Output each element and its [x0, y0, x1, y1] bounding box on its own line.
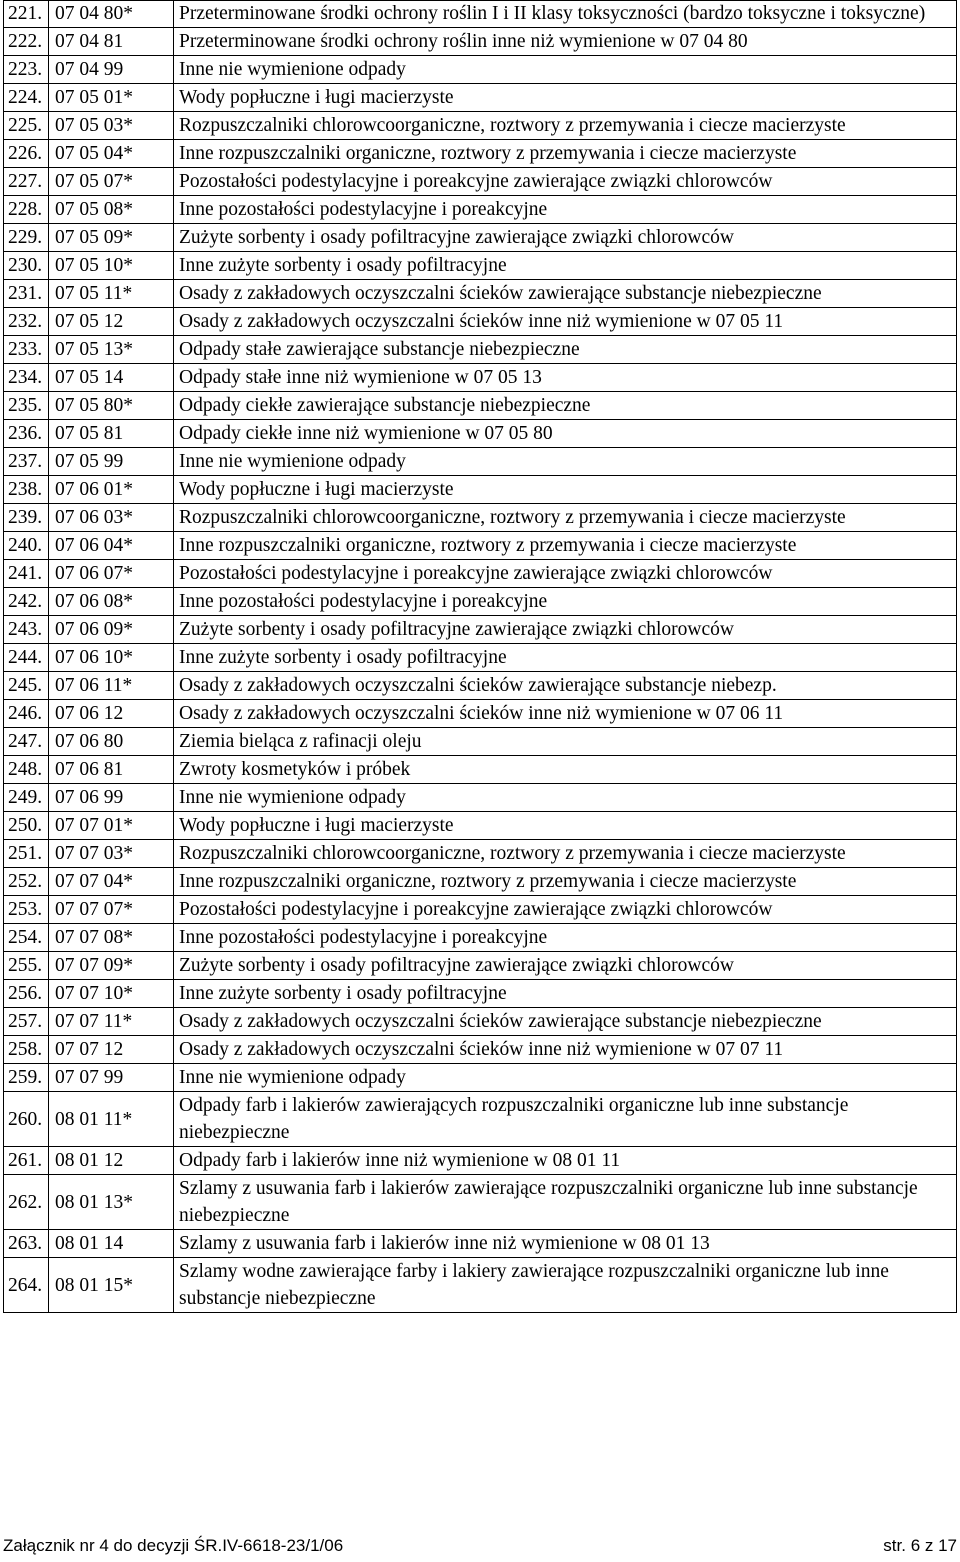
table-row — [4, 420, 957, 448]
row-number: 254. — [4, 924, 49, 952]
footer-page-number: str. 6 z 17 — [883, 1536, 957, 1555]
row-number: 250. — [4, 812, 49, 840]
waste-description: Przeterminowane środki ochrony roślin I i II klasy toksyczności (bardzo toksyczne i toksyczne) — [174, 1, 957, 28]
waste-description: Pozostałości podestylacyjne i poreakcyjne zawierające związki chlorowców — [174, 560, 957, 588]
table-row — [4, 168, 957, 196]
waste-code: 07 06 12 — [49, 700, 174, 728]
table-row — [4, 280, 957, 308]
row-number: 227. — [4, 168, 49, 196]
table-row — [4, 952, 957, 980]
row-number: 257. — [4, 1008, 49, 1036]
waste-description: Zużyte sorbenty i osady pofiltracyjne zawierające związki chlorowców — [174, 616, 957, 644]
footer-document-reference: Załącznik nr 4 do decyzji ŚR.IV-6618-23/1/06 — [3, 1536, 344, 1555]
table-row — [4, 700, 957, 728]
table-row — [4, 336, 957, 364]
waste-code: 07 05 12 — [49, 308, 174, 336]
waste-description: Szlamy wodne zawierające farby i lakiery zawierające rozpuszczalniki organiczne lub inne substancje niebezpieczne — [174, 1258, 957, 1313]
row-number: 252. — [4, 868, 49, 896]
row-number: 258. — [4, 1036, 49, 1064]
waste-description: Zwroty kosmetyków i próbek — [174, 756, 957, 784]
waste-description: Inne rozpuszczalniki organiczne, roztwory z przemywania i ciecze macierzyste — [174, 868, 957, 896]
table-row — [4, 1092, 957, 1147]
table-row — [4, 448, 957, 476]
table-row — [4, 112, 957, 140]
waste-code: 07 04 81 — [49, 28, 174, 56]
row-number: 261. — [4, 1147, 49, 1175]
waste-code: 08 01 15* — [49, 1258, 174, 1313]
waste-description: Odpady farb i lakierów inne niż wymienione w 08 01 11 — [174, 1147, 957, 1175]
waste-code: 08 01 11* — [49, 1092, 174, 1147]
row-number: 242. — [4, 588, 49, 616]
waste-code: 07 07 01* — [49, 812, 174, 840]
waste-description: Osady z zakładowych oczyszczalni ścieków inne niż wymienione w 07 05 11 — [174, 308, 957, 336]
table-body — [4, 1, 957, 1313]
waste-description: Inne rozpuszczalniki organiczne, roztwory z przemywania i ciecze macierzyste — [174, 532, 957, 560]
waste-description: Osady z zakładowych oczyszczalni ścieków zawierające substancje niebezpieczne — [174, 1008, 957, 1036]
waste-code: 07 05 08* — [49, 196, 174, 224]
table-row — [4, 308, 957, 336]
row-number: 238. — [4, 476, 49, 504]
waste-description: Wody popłuczne i ługi macierzyste — [174, 476, 957, 504]
table-row — [4, 476, 957, 504]
table-row — [4, 224, 957, 252]
waste-description: Inne nie wymienione odpady — [174, 784, 957, 812]
row-number: 245. — [4, 672, 49, 700]
row-number: 231. — [4, 280, 49, 308]
row-number: 253. — [4, 896, 49, 924]
waste-description: Inne nie wymienione odpady — [174, 1064, 957, 1092]
waste-code: 07 06 07* — [49, 560, 174, 588]
row-number: 222. — [4, 28, 49, 56]
table-row — [4, 616, 957, 644]
row-number: 224. — [4, 84, 49, 112]
table-row — [4, 868, 957, 896]
waste-description: Ziemia bieląca z rafinacji oleju — [174, 728, 957, 756]
waste-code: 07 06 81 — [49, 756, 174, 784]
waste-description: Wody popłuczne i ługi macierzyste — [174, 812, 957, 840]
waste-description: Zużyte sorbenty i osady pofiltracyjne zawierające związki chlorowców — [174, 224, 957, 252]
table-row — [4, 812, 957, 840]
waste-description: Przeterminowane środki ochrony roślin inne niż wymienione w 07 04 80 — [174, 28, 957, 56]
waste-code: 07 06 09* — [49, 616, 174, 644]
table-row — [4, 84, 957, 112]
table-row — [4, 560, 957, 588]
row-number: 251. — [4, 840, 49, 868]
table-row — [4, 924, 957, 952]
waste-code: 07 06 08* — [49, 588, 174, 616]
table-row — [4, 896, 957, 924]
waste-description: Pozostałości podestylacyjne i poreakcyjne zawierające związki chlorowców — [174, 896, 957, 924]
waste-code: 07 05 09* — [49, 224, 174, 252]
table-row — [4, 1230, 957, 1258]
row-number: 260. — [4, 1092, 49, 1147]
row-number: 244. — [4, 644, 49, 672]
waste-description: Inne nie wymienione odpady — [174, 448, 957, 476]
waste-code: 07 07 99 — [49, 1064, 174, 1092]
row-number: 229. — [4, 224, 49, 252]
table-row — [4, 532, 957, 560]
row-number: 230. — [4, 252, 49, 280]
table-row — [4, 252, 957, 280]
table-row — [4, 364, 957, 392]
waste-code: 07 05 04* — [49, 140, 174, 168]
waste-code: 07 06 04* — [49, 532, 174, 560]
waste-description: Odpady ciekłe zawierające substancje niebezpieczne — [174, 392, 957, 420]
waste-code: 07 06 01* — [49, 476, 174, 504]
waste-code: 07 04 99 — [49, 56, 174, 84]
waste-code: 07 07 10* — [49, 980, 174, 1008]
waste-description: Odpady ciekłe inne niż wymienione w 07 05 80 — [174, 420, 957, 448]
waste-code: 07 04 80* — [49, 1, 174, 28]
table-row — [4, 728, 957, 756]
row-number: 239. — [4, 504, 49, 532]
waste-code: 07 05 80* — [49, 392, 174, 420]
table-row — [4, 1258, 957, 1313]
table-row — [4, 1, 957, 28]
waste-code: 07 05 07* — [49, 168, 174, 196]
table-row — [4, 1036, 957, 1064]
row-number: 226. — [4, 140, 49, 168]
row-number: 236. — [4, 420, 49, 448]
table-row — [4, 504, 957, 532]
waste-code: 08 01 12 — [49, 1147, 174, 1175]
waste-code: 07 07 03* — [49, 840, 174, 868]
row-number: 249. — [4, 784, 49, 812]
waste-description: Inne nie wymienione odpady — [174, 56, 957, 84]
table-row — [4, 196, 957, 224]
waste-code: 07 07 04* — [49, 868, 174, 896]
waste-code: 07 07 08* — [49, 924, 174, 952]
waste-description: Inne zużyte sorbenty i osady pofiltracyjne — [174, 252, 957, 280]
waste-description: Rozpuszczalniki chlorowcoorganiczne, roztwory z przemywania i ciecze macierzyste — [174, 112, 957, 140]
waste-code: 07 07 07* — [49, 896, 174, 924]
row-number: 225. — [4, 112, 49, 140]
waste-code: 07 06 03* — [49, 504, 174, 532]
waste-description: Osady z zakładowych oczyszczalni ścieków zawierające substancje niebezp. — [174, 672, 957, 700]
table-row — [4, 28, 957, 56]
waste-description: Osady z zakładowych oczyszczalni ścieków zawierające substancje niebezpieczne — [174, 280, 957, 308]
row-number: 243. — [4, 616, 49, 644]
waste-code: 07 06 99 — [49, 784, 174, 812]
table-row — [4, 644, 957, 672]
waste-code: 07 06 80 — [49, 728, 174, 756]
waste-code: 07 07 11* — [49, 1008, 174, 1036]
waste-description: Odpady stałe inne niż wymienione w 07 05 13 — [174, 364, 957, 392]
waste-code: 08 01 13* — [49, 1175, 174, 1230]
waste-code: 07 05 13* — [49, 336, 174, 364]
waste-description: Inne zużyte sorbenty i osady pofiltracyjne — [174, 644, 957, 672]
row-number: 234. — [4, 364, 49, 392]
row-number: 233. — [4, 336, 49, 364]
waste-description: Inne pozostałości podestylacyjne i poreakcyjne — [174, 196, 957, 224]
waste-description: Inne zużyte sorbenty i osady pofiltracyjne — [174, 980, 957, 1008]
row-number: 241. — [4, 560, 49, 588]
waste-description: Zużyte sorbenty i osady pofiltracyjne zawierające związki chlorowców — [174, 952, 957, 980]
table-row — [4, 756, 957, 784]
table-row — [4, 392, 957, 420]
row-number: 247. — [4, 728, 49, 756]
waste-code: 07 05 81 — [49, 420, 174, 448]
table-row — [4, 980, 957, 1008]
table-row — [4, 1147, 957, 1175]
waste-description: Szlamy z usuwania farb i lakierów inne niż wymienione w 08 01 13 — [174, 1230, 957, 1258]
waste-description: Odpady stałe zawierające substancje niebezpieczne — [174, 336, 957, 364]
row-number: 221. — [4, 1, 49, 28]
row-number: 248. — [4, 756, 49, 784]
waste-code: 07 07 12 — [49, 1036, 174, 1064]
table-row — [4, 672, 957, 700]
row-number: 232. — [4, 308, 49, 336]
waste-code: 07 06 11* — [49, 672, 174, 700]
row-number: 255. — [4, 952, 49, 980]
waste-description: Osady z zakładowych oczyszczalni ścieków inne niż wymienione w 07 06 11 — [174, 700, 957, 728]
page-footer — [3, 1536, 957, 1556]
table-row — [4, 840, 957, 868]
waste-description: Inne pozostałości podestylacyjne i poreakcyjne — [174, 924, 957, 952]
waste-code: 07 05 10* — [49, 252, 174, 280]
row-number: 228. — [4, 196, 49, 224]
waste-description: Osady z zakładowych oczyszczalni ścieków inne niż wymienione w 07 07 11 — [174, 1036, 957, 1064]
waste-code: 07 05 14 — [49, 364, 174, 392]
waste-code: 07 05 11* — [49, 280, 174, 308]
table-row — [4, 1064, 957, 1092]
waste-code: 07 05 03* — [49, 112, 174, 140]
row-number: 264. — [4, 1258, 49, 1313]
row-number: 262. — [4, 1175, 49, 1230]
waste-description: Szlamy z usuwania farb i lakierów zawierające rozpuszczalniki organiczne lub inne substancje niebezpieczne — [174, 1175, 957, 1230]
waste-code: 07 07 09* — [49, 952, 174, 980]
waste-description: Inne rozpuszczalniki organiczne, roztwory z przemywania i ciecze macierzyste — [174, 140, 957, 168]
table-row — [4, 784, 957, 812]
table-row — [4, 1175, 957, 1230]
waste-code: 08 01 14 — [49, 1230, 174, 1258]
row-number: 235. — [4, 392, 49, 420]
waste-code: 07 05 99 — [49, 448, 174, 476]
table-row — [4, 140, 957, 168]
waste-code-table — [3, 0, 957, 1313]
waste-code: 07 06 10* — [49, 644, 174, 672]
waste-description: Inne pozostałości podestylacyjne i poreakcyjne — [174, 588, 957, 616]
waste-description: Rozpuszczalniki chlorowcoorganiczne, roztwory z przemywania i ciecze macierzyste — [174, 504, 957, 532]
waste-description: Pozostałości podestylacyjne i poreakcyjne zawierające związki chlorowców — [174, 168, 957, 196]
waste-description: Wody popłuczne i ługi macierzyste — [174, 84, 957, 112]
row-number: 263. — [4, 1230, 49, 1258]
table-row — [4, 588, 957, 616]
row-number: 223. — [4, 56, 49, 84]
row-number: 237. — [4, 448, 49, 476]
waste-code: 07 05 01* — [49, 84, 174, 112]
table-row — [4, 56, 957, 84]
row-number: 259. — [4, 1064, 49, 1092]
row-number: 256. — [4, 980, 49, 1008]
waste-description: Odpady farb i lakierów zawierających rozpuszczalniki organiczne lub inne substancje niebezpieczne — [174, 1092, 957, 1147]
row-number: 240. — [4, 532, 49, 560]
table-row — [4, 1008, 957, 1036]
row-number: 246. — [4, 700, 49, 728]
waste-description: Rozpuszczalniki chlorowcoorganiczne, roztwory z przemywania i ciecze macierzyste — [174, 840, 957, 868]
